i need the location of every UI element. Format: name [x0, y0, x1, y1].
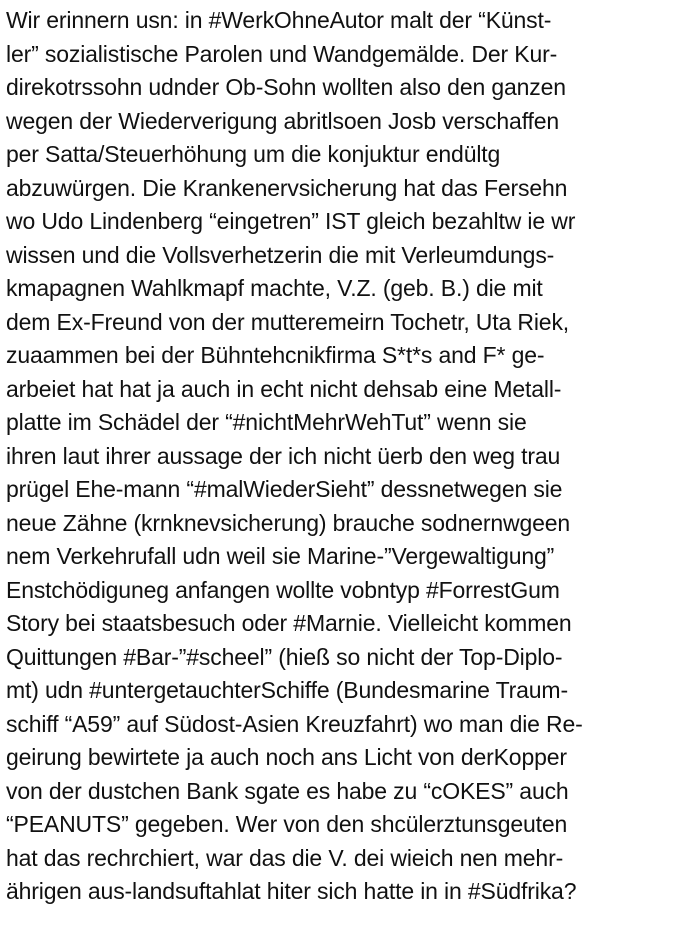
- text-line: Quittungen #Bar-”#scheel” (hieß so nicht der Top-Diplo-: [6, 643, 563, 670]
- text-line: zuaammen bei der Bühntehcnikfirma S*t*s and F* ge-: [6, 342, 545, 368]
- text-line: ihren laut ihrer aussage der ich nicht üerb den weg trau: [6, 442, 561, 469]
- text-line: wo Udo Lindenberg “eingetren” IST gleich bezahltw ie wr: [6, 208, 576, 234]
- text-line: schiff “A59” auf Südost-Asien Kreuzfahrt) wo man die Re-: [6, 710, 583, 737]
- text-line: neue Zähne (krnknevsicherung) brauche sodnernwgeen: [6, 509, 571, 536]
- text-line: mt) udn #untergetauchterSchiffe (Bundesmarine Traum-: [6, 677, 568, 703]
- text-line: abzuwürgen. Die Krankenervsicherung hat das Fersehn: [6, 174, 568, 201]
- text-line: arbeiet hat hat ja auch in echt nicht dehsab eine Metall-: [6, 375, 562, 402]
- text-line: dem Ex-Freund von der mutteremeirn Tochetr, Uta Riek,: [6, 308, 570, 335]
- text-line: prügel Ehe-mann “#malWiederSieht” dessnetwegen sie: [6, 476, 563, 502]
- text-line: Enstchödiguneg anfangen wollte vobntyp #ForrestGum: [6, 576, 560, 603]
- text-line: ährigen aus-landsuftahlat hiter sich hatte in in #Südfrika?: [6, 878, 577, 904]
- text-line: geirung bewirtete ja auch noch ans Licht von derKopper: [6, 744, 567, 770]
- text-line: wegen der Wiederverigung abritlsoen Josb verschaffen: [6, 107, 560, 134]
- text-line: Wir erinnern usn: in #WerkOhneAutor malt der “Künst-: [6, 7, 552, 33]
- text-line: nem Verkehrufall udn weil sie Marine-”Vergewaltigung”: [6, 543, 555, 569]
- document-page: [6, 4, 682, 909]
- text-line: platte im Schädel der “#nichtMehrWehTut” wenn sie: [6, 409, 527, 435]
- text-line: ler” sozialistische Parolen und Wandgemälde. Der Kur-: [6, 40, 558, 67]
- text-line: “PEANUTS” gegeben. Wer von den shcülerztunsgeuten: [6, 811, 568, 837]
- text-line: hat das rechrchiert, war das die V. dei wieich nen mehr-: [6, 844, 564, 871]
- text-line: wissen und die Vollsverhetzerin die mit Verleumdungs-: [6, 241, 555, 268]
- text-line: kmapagnen Wahlkmapf machte, V.Z. (geb. B.) die mit: [6, 275, 543, 301]
- text-line: von der dustchen Bank sgate es habe zu “cOKES” auch: [6, 777, 569, 804]
- text-line: Story bei staatsbesuch oder #Marnie. Vielleicht kommen: [6, 610, 572, 636]
- text-line: per Satta/Steuerhöhung um die konjuktur endültg: [6, 141, 501, 167]
- text-line: direkotrssohn udnder Ob-Sohn wollten also den ganzen: [6, 74, 566, 100]
